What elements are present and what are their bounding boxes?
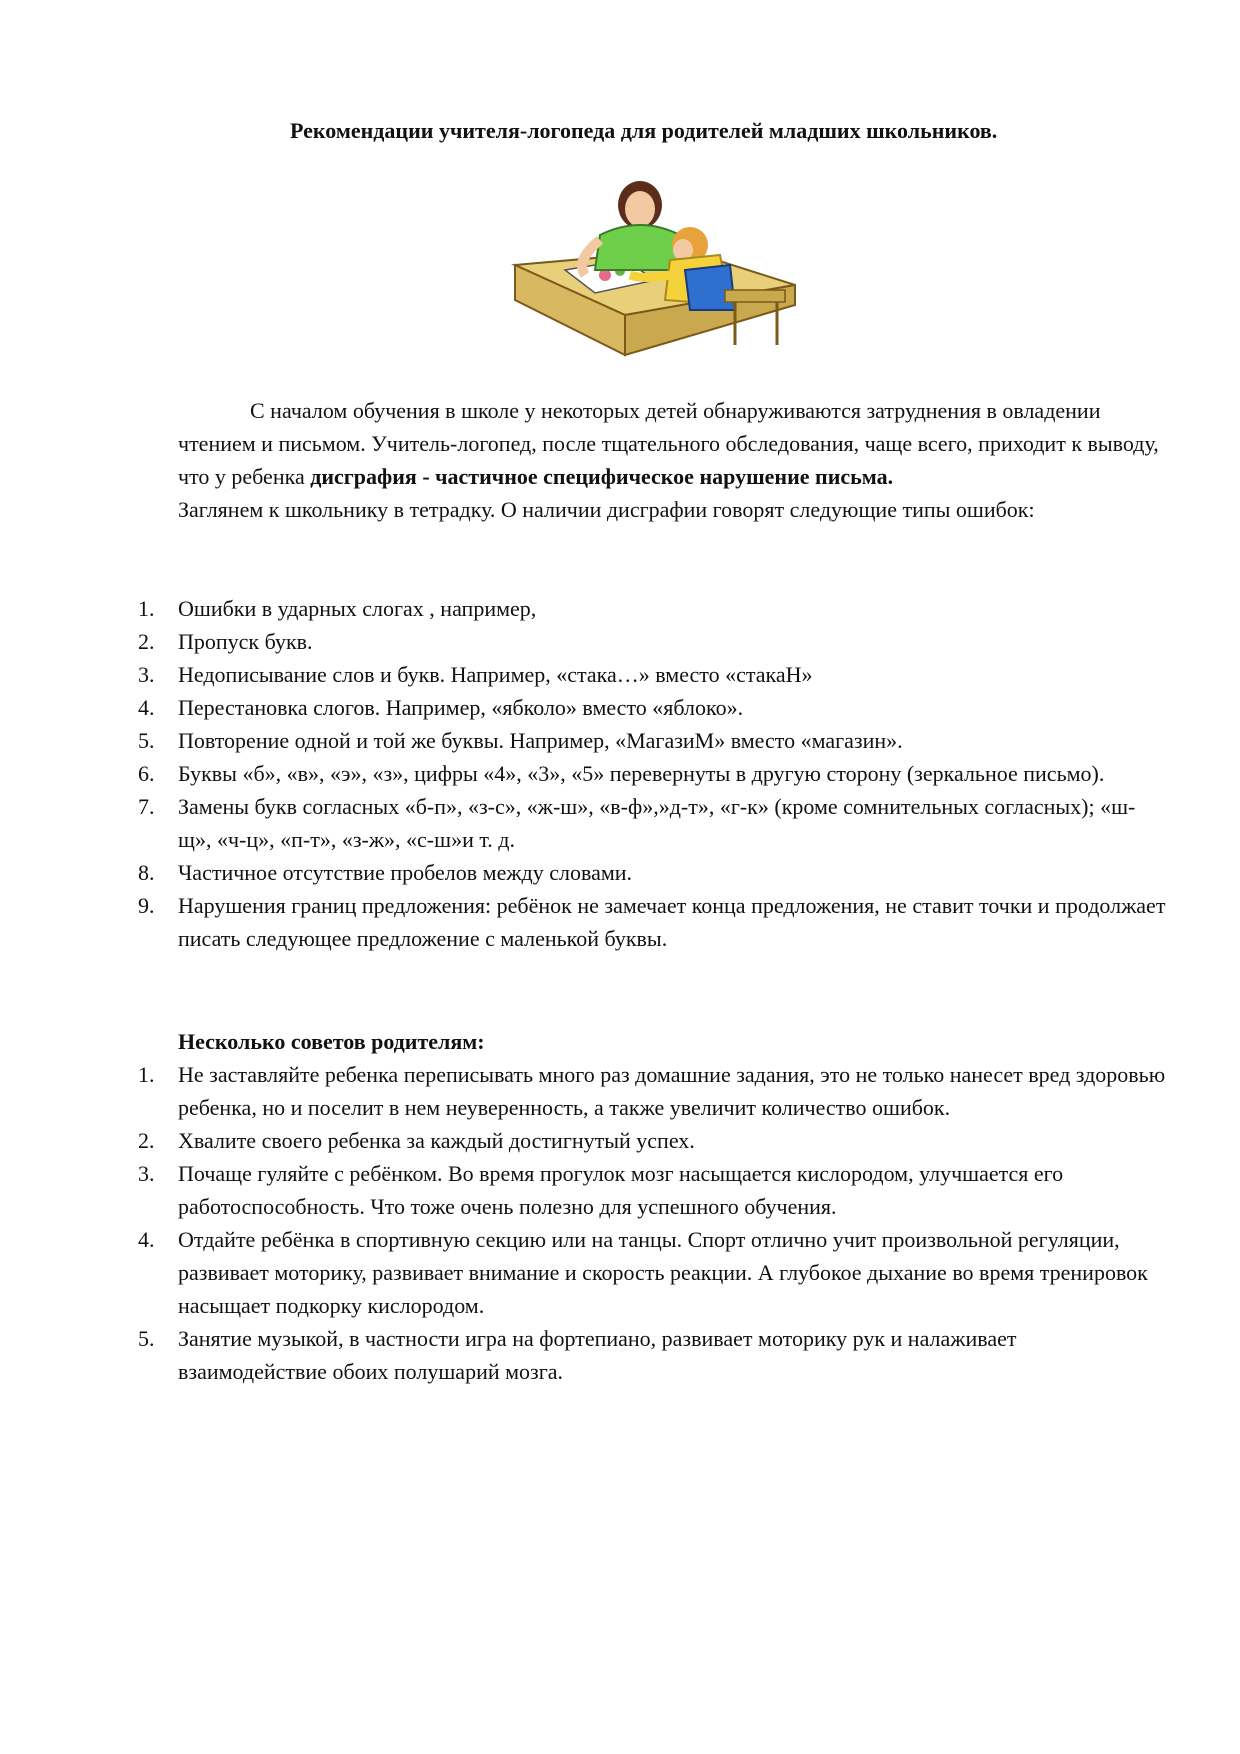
list-number: 8. <box>138 860 155 885</box>
list-item <box>138 1058 1168 1124</box>
list-number: 2. <box>138 1128 155 1153</box>
list-number: 2. <box>138 629 155 654</box>
list-item <box>138 1124 1168 1157</box>
list-item <box>138 658 1168 691</box>
list-number: 1. <box>138 1062 155 1087</box>
list-number: 6. <box>138 761 155 786</box>
list-text: Повторение одной и той же буквы. Например, «МагазиМ» вместо «магазин». <box>178 728 903 753</box>
list-item <box>138 592 1168 625</box>
list-number: 5. <box>138 728 155 753</box>
error-types-list <box>138 592 1168 955</box>
list-number: 1. <box>138 596 155 621</box>
document-title: Рекомендации учителя-логопеда для родителей младших школьников. <box>290 118 998 143</box>
list-number: 7. <box>138 794 155 819</box>
list-text: Нарушения границ предложения: ребёнок не замечает конца предложения, не ставит точки и продолжает писать следующее предложение с маленькой буквы. <box>178 893 1166 951</box>
intro-paragraph <box>178 394 1168 526</box>
list-text: Ошибки в ударных слогах , например, <box>178 596 537 621</box>
teacher-child-illustration <box>505 175 805 375</box>
list-text: Замены букв согласных «б-п», «з-с», «ж-ш», «в-ф»,»д-т», «г-к» (кроме сомнительных согласных); «ш-щ», «ч-ц», «п-т», «з-ж», «с-ш»и т. д. <box>178 794 1136 852</box>
list-item <box>138 1223 1168 1322</box>
intro-text: С началом обучения в школе у некоторых детей обнаруживаются затруднения в овладении чтением и письмом. Учитель-логопед, после тщательного обследования, чаще всего, приходит к выводу, что у ребенка <box>178 398 1159 489</box>
list-number: 3. <box>138 1161 155 1186</box>
advice-heading: Несколько советов родителям: <box>178 1029 485 1054</box>
list-text: Перестановка слогов. Например, «ябколо» вместо «яблоко». <box>178 695 744 720</box>
list-text: Хвалите своего ребенка за каждый достигнутый успех. <box>178 1128 695 1153</box>
advice-list <box>138 1058 1168 1388</box>
list-number: 4. <box>138 695 155 720</box>
list-item <box>138 724 1168 757</box>
list-item <box>138 625 1168 658</box>
list-item <box>138 856 1168 889</box>
list-item <box>138 889 1168 955</box>
list-item <box>138 1322 1168 1388</box>
list-text: Недописывание слов и букв. Например, «стака…» вместо «стакаН» <box>178 662 813 687</box>
intro-emphasis: дисграфия - частичное специфическое нарушение письма. <box>310 464 894 489</box>
list-item <box>138 691 1168 724</box>
list-text: Буквы «б», «в», «э», «з», цифры «4», «3», «5» перевернуты в другую сторону (зеркальное письмо). <box>178 761 1105 786</box>
list-number: 9. <box>138 893 155 918</box>
list-number: 4. <box>138 1227 155 1252</box>
list-item <box>138 790 1168 856</box>
list-text: Почаще гуляйте с ребёнком. Во время прогулок мозг насыщается кислородом, улучшается его работоспособность. Что тоже очень полезно для успешного обучения. <box>178 1161 1064 1219</box>
list-text: Частичное отсутствие пробелов между словами. <box>178 860 633 885</box>
list-number: 5. <box>138 1326 155 1351</box>
list-item <box>138 757 1168 790</box>
intro-text-2: Заглянем к школьнику в тетрадку. О наличии дисграфии говорят следующие типы ошибок: <box>178 497 1035 522</box>
list-number: 3. <box>138 662 155 687</box>
list-text: Пропуск букв. <box>178 629 313 654</box>
list-text: Не заставляйте ребенка переписывать много раз домашние задания, это не только нанесет вред здоровью ребенка, но и поселит в нем неуверенность, а также увеличит количество ошибок. <box>178 1062 1166 1120</box>
list-text: Занятие музыкой, в частности игра на фортепиано, развивает моторику рук и налаживает взаимодействие обоих полушарий мозга. <box>178 1326 1017 1384</box>
list-text: Отдайте ребёнка в спортивную секцию или на танцы. Спорт отлично учит произвольной регуляции, развивает моторику, развивает внимание и скорость реакции. А глубокое дыхание во время тренировок насыщает подкорку кислородом. <box>178 1227 1148 1318</box>
list-item <box>138 1157 1168 1223</box>
